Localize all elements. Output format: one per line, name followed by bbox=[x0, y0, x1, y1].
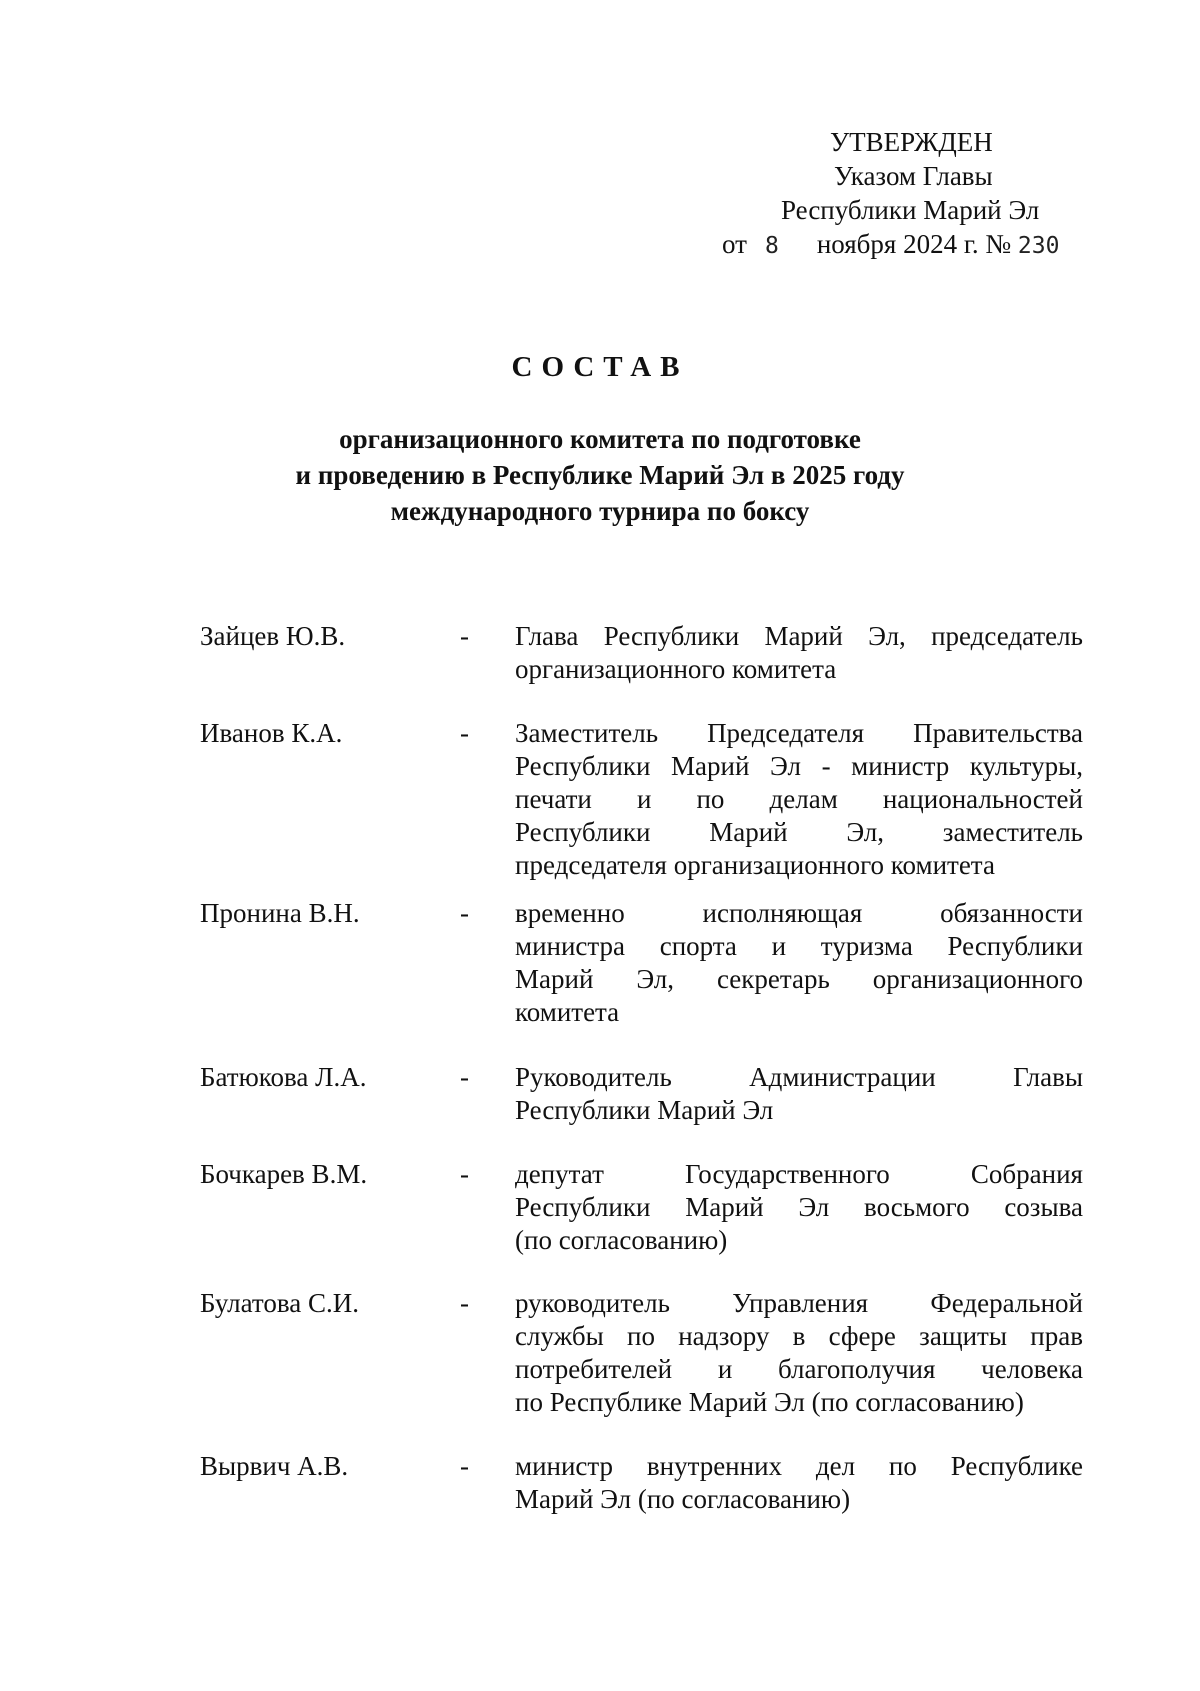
member-name: Батюкова Л.А. bbox=[200, 1062, 367, 1092]
approval-block bbox=[660, 125, 1080, 263]
document-subtitle bbox=[0, 421, 1200, 529]
member-dash: - bbox=[460, 1451, 469, 1481]
subtitle-line: международного турнира по боксу bbox=[390, 496, 810, 526]
member-name: Иванов К.А. bbox=[200, 718, 343, 748]
role-line: председателя организационного комитета bbox=[515, 850, 995, 880]
role-line: по Республике Марий Эл (по согласованию) bbox=[515, 1387, 1024, 1417]
subtitle-line: и проведению в Республике Марий Эл в 2025 году bbox=[295, 460, 905, 490]
role-line: комитета bbox=[515, 997, 620, 1027]
role-line: Республики Марий Эл восьмого созыва bbox=[515, 1192, 1083, 1222]
subtitle-line: организационного комитета по подготовке bbox=[339, 424, 861, 454]
member-name: Булатова С.И. bbox=[200, 1288, 359, 1318]
member-role bbox=[515, 1287, 1083, 1419]
role-line: депутат Государственного Собрания bbox=[515, 1159, 1083, 1189]
role-line: Республики Марий Эл - министр культуры, bbox=[515, 751, 1083, 781]
role-line: Руководитель Администрации Главы bbox=[515, 1062, 1083, 1092]
approval-line-republic: Республики Марий Эл bbox=[781, 195, 1040, 225]
role-line: министра спорта и туризма Республики bbox=[515, 931, 1083, 961]
member-role bbox=[515, 1158, 1083, 1257]
role-line: Марий Эл, секретарь организационного bbox=[515, 964, 1083, 994]
approval-date-line bbox=[660, 227, 1080, 263]
member-role bbox=[515, 717, 1083, 882]
member-name: Пронина В.Н. bbox=[200, 898, 360, 928]
member-dash: - bbox=[460, 1288, 469, 1318]
role-line: Республики Марий Эл bbox=[515, 1095, 774, 1125]
member-role bbox=[515, 1061, 1083, 1127]
member-name: Зайцев Ю.В. bbox=[200, 621, 346, 651]
date-prefix: от bbox=[722, 229, 747, 259]
role-line: Республики Марий Эл, заместитель bbox=[515, 817, 1083, 847]
member-role bbox=[515, 620, 1083, 686]
date-rest: ноября 2024 г. № bbox=[816, 229, 1012, 259]
approval-title: УТВЕРЖДЕН bbox=[830, 127, 993, 157]
role-line: потребителей и благополучия человека bbox=[515, 1354, 1083, 1384]
role-line: министр внутренних дел по Республике bbox=[515, 1451, 1083, 1481]
member-dash: - bbox=[460, 898, 469, 928]
document-title: СОСТАВ bbox=[511, 351, 689, 383]
role-line: (по согласованию) bbox=[515, 1225, 728, 1255]
member-role bbox=[515, 1450, 1083, 1516]
role-line: печати и по делам национальностей bbox=[515, 784, 1083, 814]
approval-line-decree: Указом Главы bbox=[834, 161, 993, 191]
role-line: руководитель Управления Федеральной bbox=[515, 1288, 1083, 1318]
role-line: Заместитель Председателя Правительства bbox=[515, 718, 1083, 748]
member-dash: - bbox=[460, 621, 469, 651]
member-role bbox=[515, 897, 1083, 1029]
role-line: Марий Эл (по согласованию) bbox=[515, 1484, 851, 1514]
role-line: организационного комитета bbox=[515, 654, 837, 684]
member-dash: - bbox=[460, 1159, 469, 1189]
date-day-handwritten: 8 bbox=[764, 233, 779, 259]
member-name: Бочкарев В.М. bbox=[200, 1159, 368, 1189]
member-name: Вырвич А.В. bbox=[200, 1451, 349, 1481]
decree-number-handwritten: 230 bbox=[1017, 233, 1060, 259]
role-line: временно исполняющая обязанности bbox=[515, 898, 1083, 928]
member-dash: - bbox=[460, 1062, 469, 1092]
role-line: Глава Республики Марий Эл, председатель bbox=[515, 621, 1083, 651]
role-line: службы по надзору в сфере защиты прав bbox=[515, 1321, 1083, 1351]
member-dash: - bbox=[460, 718, 469, 748]
